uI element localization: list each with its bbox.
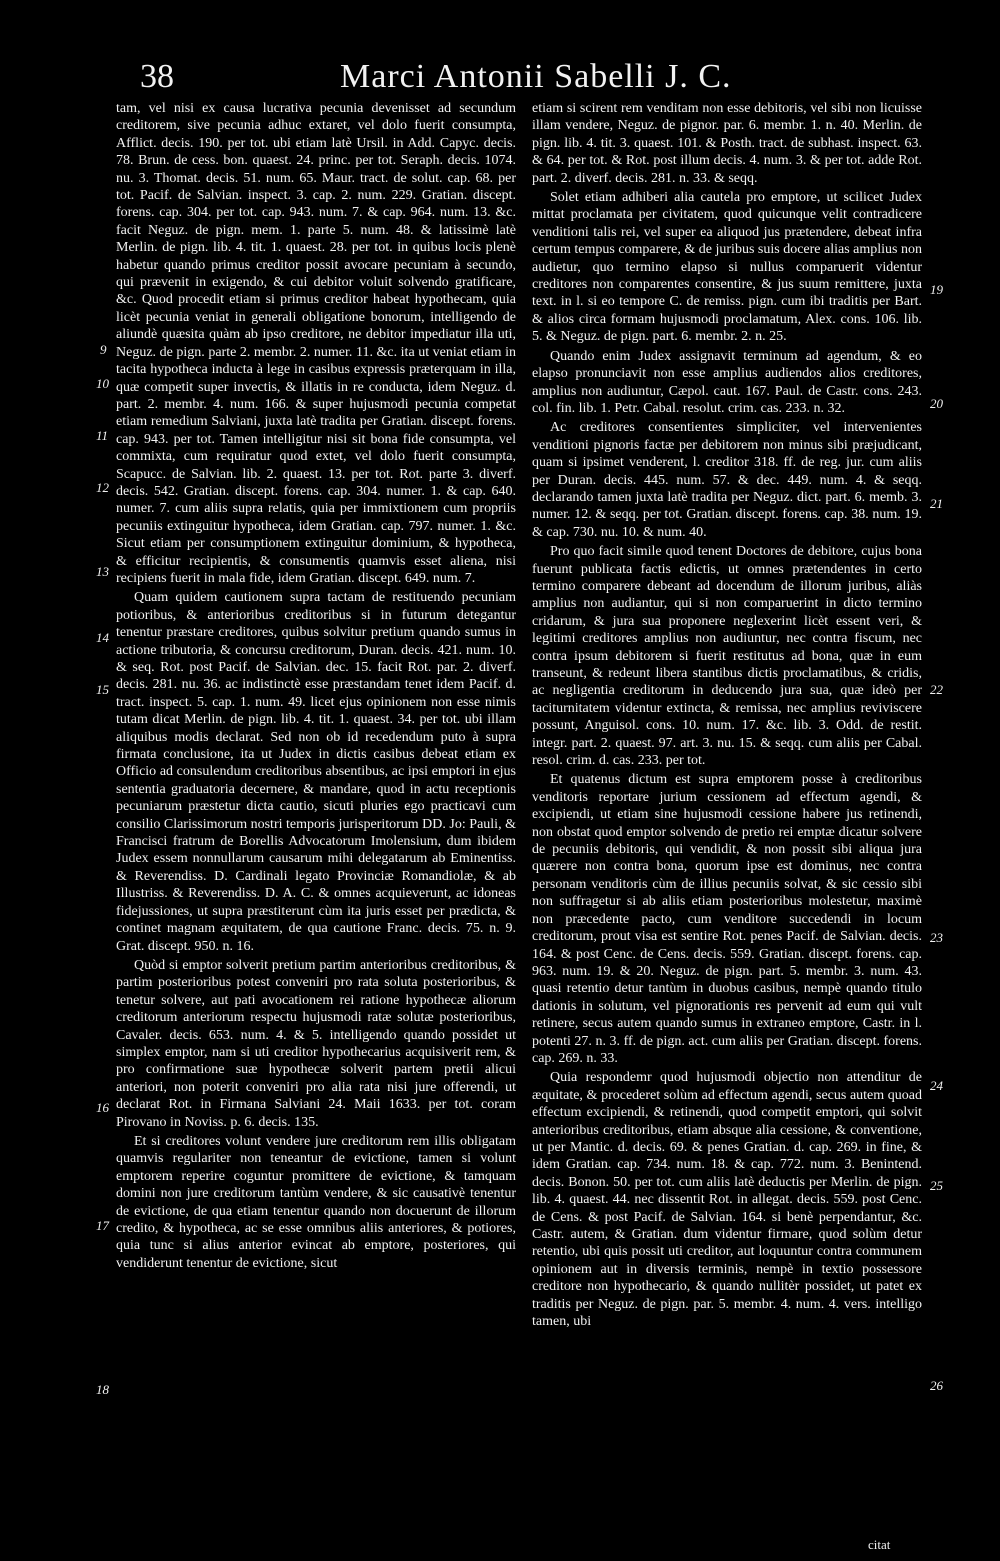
paragraph: Quia respondemr quod hujusmodi objectio non attenditur de æquitate, & procederet solùm ad effectum agendi, secus autem quoad effectum excipiendi, & retinendi, quod competit emptori, qui solvit anterioribus creditoribus, etiam absque alia cessione, & conventione, ut per Mantic. d. decis. 69. & penes Gratian. d. cap. 269. in fine, & idem Gratian. cap. 734. num. 18. & cap. 772. num. 3. Benintend. decis. Bonon. 50. per tot. cum aliis latè deductis per Merlin. de pign. lib. 4. quaest. 44. nec dissentit Rot. in allegat. decis. 559. post Cenc. de Cens. & post Pacif. de Salvian. 164. si benè perpendantur, &c. Castr. autem, & Gratian. dum videntur firmare, quod solùm detur retentio, ubi quis possit uti creditor, aut loquuntur contra communem opinionem aut in diversis terminis, nempè in textio possessore creditore non hypothecario, & quando nullitèr possidet, ut patet ex traditis per Neguz. de pign. par. 5. membr. 4. num. 4. vers. intelligo tamen, ubi	[532, 1070, 922, 1330]
page-number: 38	[140, 58, 174, 95]
margin-number: 18	[96, 1382, 109, 1397]
paragraph: Solet etiam adhiberi alia cautela pro emptore, ut scilicet Judex mittat proclamata per civitatem, quod quicunque velit contradicere venditioni talis rei, vel super ea aliquod jus prætendere, debeat infra certum tempus comparere, & de juribus suis docere alias amplius non audietur, quo termino elapso si nullus comparuerit videntur creditores non comparentes consentire, & jus suum remittere, juxta text. in l. si eo tempore C. de remiss. pign. cum ibi traditis per Bart. & alios circa formam hujusmodi proclamatum, Alex. cons. 106. lib. 5. & Neguz. de pign. part. 6. membr. 2. n. 25.	[532, 190, 922, 345]
left-column	[116, 100, 516, 1274]
margin-number: 22	[930, 682, 943, 697]
paragraph: etiam si scirent rem venditam non esse debitoris, vel sibi non licuisse illam vendere, Neguz. de pignor. par. 6. membr. 1. n. 40. Merlin. de pign. lib. 4. tit. 3. quaest. 101. & Posth. tract. de subhast. inspect. 63. & 64. per tot. & Rot. post illum decis. 4. num. 3. & per tot. adde Rot. part. 2. diverf. decis. 281. n. 33. & seqq.	[532, 101, 922, 186]
margin-number: 15	[96, 682, 109, 697]
margin-number: 11	[96, 428, 109, 443]
margin-number: 9	[100, 342, 107, 357]
margin-number: 12	[96, 480, 109, 495]
paragraph: tam, vel nisi ex causa lucrativa pecunia devenisset ad secundum creditorem, sive pecunia adhuc extaret, vel dolo fuerit consumpta, Afflict. decis. 190. per tot. ubi etiam latè Ursil. in Add. Capyc. decis. 78. Brun. de cess. bon. quaest. 24. princ. per tot. Seraph. decis. 1074. nu. 3. Thomat. decis. 51. num. 65. Maur. tract. de solut. cap. 68. per tot. Pacif. de Salvian. inspect. 3. cap. 2. num. 229. Gratian. discept. forens. cap. 304. per tot. cap. 943. num. 7. & cap. 964. num. 13. &c. facit Neguz. de pign. mem. 1. parte 5. num. 48. & latissimè latè Merlin. de pign. lib. 4. tit. 1. quaest. 28. per tot. in quibus locis plenè habetur quando primus creditor possit avocare pecuniam à secundo, qui prævenit in exigendo, & cui debitor voluit solvendo gratificare, &c. Quod procedit etiam si primus creditor habeat hypothecam, quia licèt pecunia veniat in generali obligatione bonorum, intelligendo de aliundè quæsita quàm ab ipso creditore, ne debitor impediatur illa uti, Neguz. de pign. parte 2. membr. 2. numer. 11. &c. ita ut veniat etiam in tacita hypotheca inducta à lege in casibus expressis præterquam in illa, quæ competit super invectis, & illatis in re conducta, idem Neguz. d. part. 2. membr. 4. num. 166. & super hujusmodi pecunia competat etiam remedium Salviani, juxta latè tradita per Gratian. discept. forens. cap. 943. per tot. Tamen intelligitur nisi sit bona fide consumpta, vel commixta, cum requiratur quod extet, vel dolo fuerit consumpta, Scapucc. de Salvian. lib. 2. quaest. 13. per tot. Rot. parte 3. diverf. decis. 542. Gratian. discept. forens. cap. 304. numer. 1. & cap. 640. numer. 7. cum aliis supra relatis, quia per immixtionem cum propriis pecuniis extinguitur hypotheca, idem Gratian. cap. 797. numer. 1. &c. Sicut etiam per consumptionem extinguitur dominium, & hypotheca, & efficitur recipientis, & consumentis quamvis esset aliena, nisi recipiens fuerit in mala fide, idem Gratian. discept. 649. num. 7.	[116, 101, 516, 586]
paragraph: Quòd si emptor solverit pretium partim anterioribus creditoribus, & partim posterioribus potest conveniri pro rata soluta posterioribus, & tenetur solvere, aut pati avocationem rei ratione hypothecæ aliorum creditorum anteriorum respectu hujusmodi ratæ solutæ posterioribus, Cavaler. decis. 653. num. 4. & 5. intelligendo quando possidet ut simplex emptor, nam si uti creditor hypothecarius acquisiverit rem, & pro confirmatione suæ hypothecæ solverit partem pretii alicui anteriori, non poterit conveniri pro alia rata nisi jure offerendi, ut declarat Rot. in Firmana Salviani 24. Maii 1633. per tot. coram Pirovano in Noviss. p. 6. decis. 135.	[116, 957, 516, 1130]
paragraph: Quam quidem cautionem supra tactam de restituendo pecuniam potioribus, & anterioribus creditoribus si in futurum detegantur tenentur præstare creditores, quibus solvitur pretium quando sumus in actione tributoria, & concursu creditorum, Duran. decis. 421. num. 10. & seq. Rot. post Pacif. de Salvian. dec. 15. facit Rot. par. 2. diverf. decis. 281. nu. 36. ac indistinctè esse præstandam tenet idem Pacif. d. tract. inspect. 5. cap. 1. num. 49. licet ejus opinionem non esse nimis tutam dicat Merlin. de pign. lib. 4. tit. 1. quaest. 34. per tot. ubi illam aliquibus modis declarat. Sed non ob id recedendum puto à supra firmata conclusione, ita ut Judex in dictis casibus debeat etiam ex Officio ad consulendum creditoribus absentibus, ac ipsi emptori in ejus sententia graduatoria decernere, & mandare, quod in actu receptionis pecuniarum præstetur dicta cautio, sicuti pluries ego practicavi cum consilio Clarissimorum nostri temporis jurisperitorum DD. Jo: Pauli, & Francisci fratrum de Borellis Advocatorum Imolensium, dum ibidem Judex essem nonnullarum causarum mihi delegatarum ab Eminentiss. & Reverendiss. D. Cardinali legato Provinciæ Romandiolæ, & ab Illustriss. & Reverendiss. D. A. C. & omnes acquieverunt, ac idoneas fidejussiones, ut supra præstiterunt cùm ita juris esset per prædicta, & continet magnam æquitatem, de qua cautione Franc. decis. 75. n. 9. Grat. discept. 950. n. 16.	[116, 590, 516, 954]
paragraph: Ac creditores consentientes simpliciter, vel intervenientes venditioni pignoris factæ per debitorem non minus sibi præjudicant, quam si ipsimet venderent, l. creditor 318. ff. de reg. jur. cum aliis per Duran. decis. 445. num. 57. & dec. 449. num. 4. & seqq. declarando tamen juxta latè tradita per Neguz. dict. part. 6. memb. 3. numer. 12. & seqq. per tot. Gratian. discept. forens. cap. 38. num. 19. & cap. 730. nu. 10. & num. 40.	[532, 420, 922, 540]
paragraph: Quando enim Judex assignavit terminum ad agendum, & eo elapso pronunciavit non esse amplius audiendos alios creditores, amplius non audiuntur, Cæpol. caut. 167. Paul. de Castr. cons. 243. col. fin. lib. 1. Petr. Cabal. resolut. crim. cas. 233. n. 32.	[532, 348, 922, 416]
paragraph: Pro quo facit simile quod tenent Doctores de debitore, cujus bona fuerunt publicata factis edictis, ut omnes prætendentes in certo termino comparere debeant ad docendum de illorum juribus, aliàs amplius non audiantur, qui si non comparuerint in dicto termino cridarum, & jura sua proponere neglexerint licèt essent veri, & legitimi creditores amplius non audiuntur, nec contra fiscum, nec contra ipsum debitorem si fuerit restitutus ad bona, quæ in eum transeunt, & redeunt libera stantibus dictis proclamatibus, & cridis, ac negligentia creditorum in deducendo jura sua, quæ ideò per taciturnitatem videntur extincta, & remissa, nec amplius reviviscere possunt, Anguisol. cons. 10. num. 17. &c. lib. 3. Odd. de restit. integr. part. 2. quaest. 97. art. 3. nu. 15. & seqq. cum aliis per Cabal. resol. crim. d. cas. 233. per tot.	[532, 544, 922, 769]
margin-number: 10	[96, 376, 109, 391]
margin-number: 16	[96, 1100, 109, 1115]
margin-number: 20	[930, 396, 943, 411]
catchword: citat	[868, 1537, 891, 1552]
margin-number: 17	[96, 1218, 109, 1233]
margin-number: 25	[930, 1178, 943, 1193]
right-column	[532, 100, 922, 1332]
margin-number: 14	[96, 630, 109, 645]
margin-number: 23	[930, 930, 943, 945]
margin-number: 21	[930, 496, 943, 511]
margin-number: 19	[930, 282, 943, 297]
paragraph: Et quatenus dictum est supra emptorem posse à creditoribus venditoris reportare jurium cessionem ad effectum agendi, & excipiendi, ut etiam sine hujusmodi cessione habere jus retinendi, non obstat quod emptor solvendo de pretio rei emptæ dicatur solvere de pecuniis debitoris, qui vendidit, & non possit sibi aliqua jura quærere non contra bona, quorum ipse est dominus, nec contra personam venditoris cùm de illius pecuniis solvat, & sic cessio sibi non suffragetur si ab aliis etiam posterioribus molestetur, maximè non præcedente pacto, cum venditore succedendi in locum creditorum, prout visa est sentire Rot. penes Pacif. de Salvian. decis. 164. & post Cenc. de Cens. decis. 559. Gratian. discept. forens. cap. 963. num. 19. & 20. Neguz. de pign. part. 5. membr. 3. num. 43. quasi retentio detur tantùm in duobus casibus, nempè quando titulo dationis in solutum, vel pignorationis res pervenit ad eum qui vult retinere, secus autem quando sumus in extraneo emptore, Castr. in l. potenti 27. n. 3. ff. de pign. act. cum aliis per Gratian. discept. forens. cap. 269. n. 33.	[532, 772, 922, 1066]
running-head: Marci Antonii Sabelli J. C.	[340, 58, 732, 95]
margin-number: 24	[930, 1078, 943, 1093]
margin-number: 26	[930, 1378, 943, 1393]
margin-number: 13	[96, 564, 109, 579]
paragraph: Et si creditores volunt vendere jure creditorum rem illis obligatam quamvis regulariter non teneantur de evictione, tamen si volunt emptorem reperire coguntur promittere de evictione, & tamquam domini non jure creditorum tantùm vendere, & sic causativè tenentur de evictione, de qua etiam tenentur quando non docuerunt de illorum credito, & hypotheca, ac se esse omnibus aliis anteriores, & potiores, quia tunc si alius anterior evincat ab emptore, posteriores, qui vendiderunt tenentur de evictione, sicut	[116, 1133, 516, 1271]
